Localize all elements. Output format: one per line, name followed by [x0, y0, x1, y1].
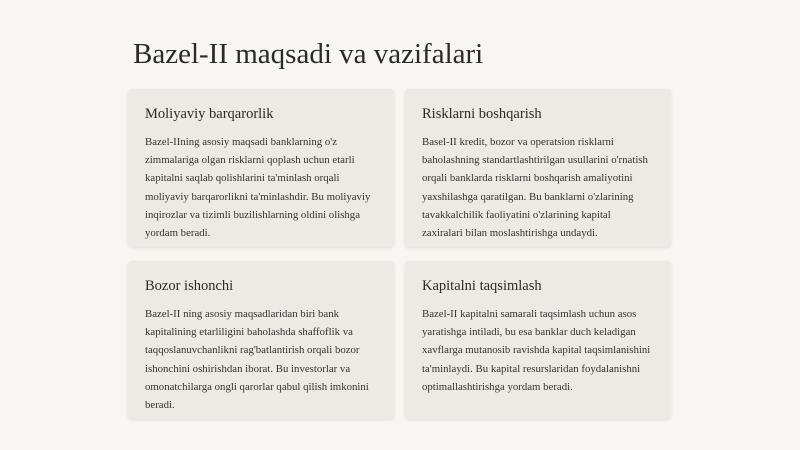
- card-heading: Bozor ishonchi: [145, 278, 234, 294]
- slide-title: Bazel-II maqsadi va vazifalari: [133, 38, 484, 70]
- card-market-confidence: [128, 261, 394, 419]
- card-capital-allocation: [405, 261, 671, 419]
- card-risk-management: [405, 89, 671, 247]
- card-text: Bazel-II kapitalni samarali taqsimlash uchun asos yaratishga intiladi, bu esa banklar duch keladigan xavflarga mutanosib ravishda kapital taqsimlanishini ta'minlaydi. Bu kapital resurslaridan foydalanishni optimallashtirishga yordam beradi.: [422, 308, 651, 393]
- card-heading: Kapitalni taqsimlash: [422, 278, 542, 294]
- card-heading: Risklarni boshqarish: [422, 106, 542, 122]
- card-text: Bazel-IIning asosiy maqsadi banklarning o'z zimmalariga olgan risklarni qoplash uchun etarli kapitalni saqlab qolishlarini ta'minlash orqali moliyaviy barqarorlikni ta'minlashdir. Bu moliyaviy inqirozlar va tizimli buzilishlarning oldini olishga yordam beradi.: [145, 136, 371, 240]
- card-financial-stability: [128, 89, 394, 247]
- card-heading: Moliyaviy barqarorlik: [145, 106, 274, 122]
- card-text: Basel-II kredit, bozor va operatsion risklarni baholashning standartlashtirilgan usullarini o'rnatish orqali banklarda risklarni boshqarish amaliyotini yaxshilashga qaratilgan. Bu banklarni o'zlarining tavakkalchilik faoliyatini o'zlarining kapital zaxiralari bilan moslashtirishga undaydi.: [422, 136, 648, 240]
- card-text: Bazel-II ning asosiy maqsadlaridan biri bank kapitalining etarliligini baholashda shaffoflik va taqqoslanuvchanlikni rag'batlantirish orqali bozor ishonchini oshirishdan iborat. Bu investorlar va omonatchilarga ongli qarorlar qabul qilish imkonini beradi.: [145, 308, 369, 412]
